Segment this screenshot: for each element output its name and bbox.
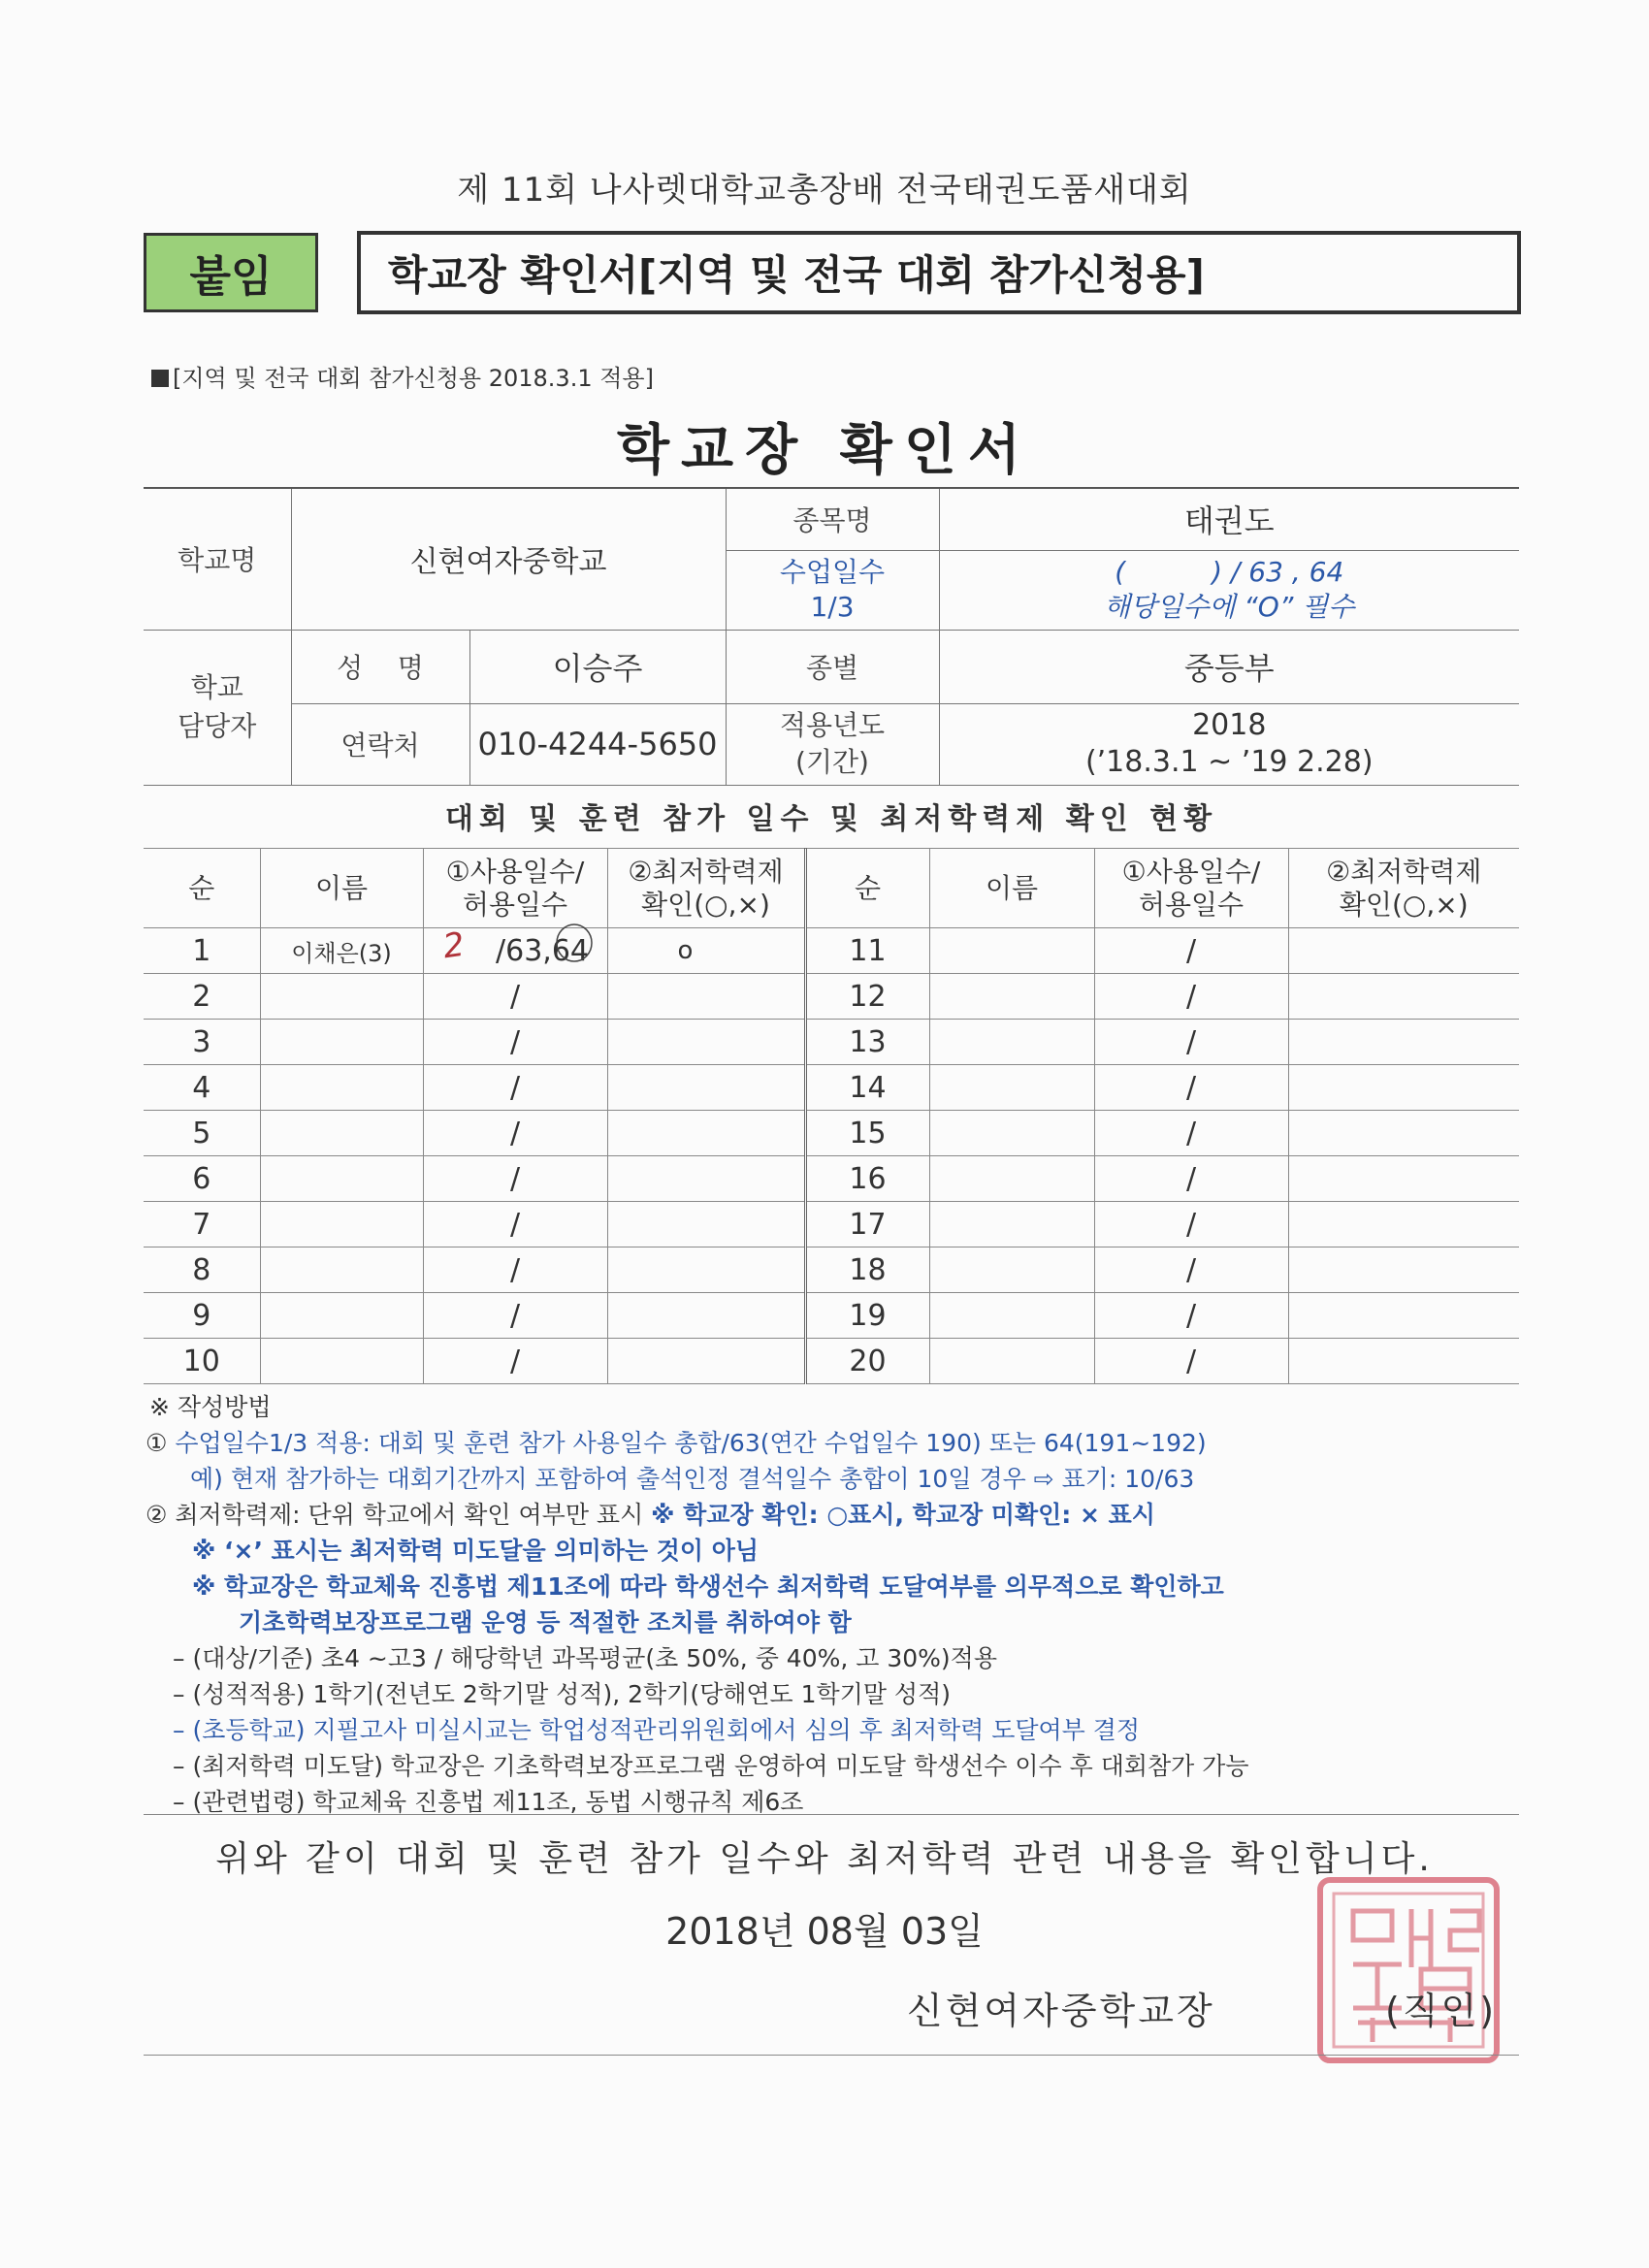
col-check-line1: ②최저학력제 (628, 855, 784, 888)
name-label: 성 명 (291, 630, 469, 703)
square-bullet-icon (151, 370, 169, 387)
table-row (144, 1247, 1519, 1293)
row-check-field[interactable] (607, 1156, 805, 1202)
row-name-field[interactable] (260, 974, 423, 1020)
row-name-field[interactable] (260, 1156, 423, 1202)
table-row (144, 974, 1519, 1020)
row-days-field[interactable]: / (423, 1293, 607, 1339)
col-days (423, 849, 607, 928)
phone-label: 연락처 (291, 703, 469, 785)
school-label: 학교명 (144, 488, 291, 630)
row-days-field[interactable]: / (423, 974, 607, 1020)
row-name-field[interactable] (260, 1293, 423, 1339)
class-days-instruction: 해당일수에 “O” 필수 (1104, 591, 1355, 623)
contact-label-line1: 학교 (190, 671, 243, 703)
method-note-1: ※ ‘×’ 표시는 최저학력 미도달을 의미하는 것이 아님 (192, 1537, 760, 1565)
category-label: 종별 (726, 630, 939, 703)
row-no: 15 (805, 1111, 929, 1156)
applicability-note-text: [지역 및 전국 대회 참가신청용 2018.3.1 적용] (173, 365, 654, 392)
period-field[interactable] (939, 703, 1519, 785)
event-title: 제 11회 나사렛대학교총장배 전국태권도품새대회 (457, 171, 1192, 210)
row-no: 18 (805, 1247, 929, 1293)
row-name-field[interactable] (929, 1202, 1094, 1247)
class-days-field[interactable] (939, 550, 1519, 630)
participation-table (144, 848, 1519, 1384)
row-name-field[interactable]: 이채은(3) (260, 928, 423, 974)
row-name-field[interactable] (260, 1065, 423, 1111)
row-no: 6 (144, 1156, 260, 1202)
row-check-field[interactable] (1288, 1202, 1519, 1247)
row-days-field[interactable]: / (1094, 1339, 1288, 1384)
row-days-field[interactable]: / (423, 1020, 607, 1065)
year-value: 2018 (1192, 708, 1267, 742)
method-item-1-text: 수업일수1/3 적용: 대회 및 훈련 참가 사용일수 총합/63(연간 수업일수 190) 또는 64(191~192) (175, 1429, 1207, 1457)
row-check-field[interactable] (607, 1202, 805, 1247)
row-name-field[interactable] (929, 1247, 1094, 1293)
col-name: 이름 (260, 849, 423, 928)
section-title: 대회 및 훈련 참가 일수 및 최저학력제 확인 현황 (144, 784, 1519, 849)
contact-label (144, 630, 291, 785)
method-item-1-example: 예) 현재 참가하는 대회기간까지 포함하여 출석인정 결석일수 총합이 10일 경우 ⇨ 표기: 10/63 (190, 1465, 1195, 1493)
school-info-table (144, 487, 1519, 786)
table-row (144, 1156, 1519, 1202)
row-days-field[interactable]: / (423, 1202, 607, 1247)
row-name-field[interactable] (929, 1156, 1094, 1202)
col-check (607, 849, 805, 928)
table-row (144, 1065, 1519, 1111)
row-no: 14 (805, 1065, 929, 1111)
row-check-field[interactable]: o (607, 928, 805, 974)
attachment-tag: 붙임 (144, 233, 318, 312)
row-name-field[interactable] (929, 1339, 1094, 1384)
used-days-handwritten: 2 (439, 924, 467, 967)
row-check-field[interactable] (607, 974, 805, 1020)
writing-method (146, 1389, 1523, 1820)
row-no: 11 (805, 928, 929, 974)
official-seal-icon (1314, 1872, 1504, 2066)
table-row (144, 1339, 1519, 1384)
name-field[interactable]: 이승주 (469, 630, 726, 703)
table-row (144, 1202, 1519, 1247)
confirmation-statement: 위와 같이 대회 및 훈련 참가 일수와 최저학력 관련 내용을 확인합니다. (215, 1839, 1434, 1879)
col-days-line1: ①사용일수/ (445, 855, 585, 888)
row-name-field[interactable] (929, 928, 1094, 974)
row-check-field[interactable] (1288, 1247, 1519, 1293)
row-name-field[interactable] (260, 1202, 423, 1247)
row-no: 9 (144, 1293, 260, 1339)
row-check-field[interactable] (1288, 1293, 1519, 1339)
row-no: 4 (144, 1065, 260, 1111)
row-no: 3 (144, 1020, 260, 1065)
sport-field[interactable]: 태권도 (939, 488, 1519, 550)
col-days-line2: 허용일수 (462, 888, 568, 921)
row-days-field[interactable]: / (1094, 1065, 1288, 1111)
method-heading: ※ 작성방법 (149, 1393, 272, 1421)
row-days-field[interactable]: / (423, 1247, 607, 1293)
row-name-field[interactable] (929, 1020, 1094, 1065)
method-dash-2: – (성적적용) 1학기(전년도 2학기말 성적), 2학기(당해연도 1학기말 성적) (173, 1680, 951, 1708)
row-days-field[interactable]: / (423, 1111, 607, 1156)
row-check-field[interactable] (607, 1339, 805, 1384)
school-name-field[interactable]: 신현여자중학교 (291, 488, 726, 630)
form-title: 학교장 확인서[지역 및 전국 대회 참가신청용] (357, 231, 1521, 314)
divider (144, 1814, 1519, 1815)
row-name-field[interactable] (260, 1020, 423, 1065)
col-check-right-line2: 확인(○,×) (1339, 888, 1469, 921)
method-dash-3: – (초등학교) 지필고사 미실시교는 학업성적관리위원회에서 심의 후 최저학력 도달여부 결정 (173, 1716, 1141, 1744)
row-name-field[interactable] (260, 1111, 423, 1156)
col-check-right-line1: ②최저학력제 (1326, 855, 1482, 888)
row-check-field[interactable] (1288, 1065, 1519, 1111)
col-days-right (1094, 849, 1288, 928)
row-check-field[interactable] (1288, 1156, 1519, 1202)
col-name-right: 이름 (929, 849, 1094, 928)
row-days-field[interactable]: / (1094, 1156, 1288, 1202)
method-item-1-prefix: ① (146, 1429, 176, 1457)
row-check-field[interactable] (1288, 928, 1519, 974)
method-item-2-text: ② 최저학력제: 단위 학교에서 확인 여부만 표시 (146, 1501, 652, 1529)
method-dash-1: – (대상/기준) 초4 ~고3 / 해당학년 과목평균(초 50%, 중 40%, 고 30%)적용 (173, 1644, 997, 1672)
row-days-field[interactable]: / (423, 1156, 607, 1202)
period-label (726, 703, 939, 785)
class-days-value: ( ) / 63 , 64 (1115, 556, 1344, 588)
row-no: 10 (144, 1339, 260, 1384)
method-dash-5: – (관련법령) 학교체육 진흥법 제11조, 동법 시행규칙 제6조 (173, 1788, 804, 1816)
table-row (144, 1111, 1519, 1156)
row-check-field[interactable] (1288, 1111, 1519, 1156)
row-no: 16 (805, 1156, 929, 1202)
row-days-field[interactable]: / (423, 1339, 607, 1384)
row-name-field[interactable] (260, 1247, 423, 1293)
row-check-field[interactable] (607, 1065, 805, 1111)
seal-label: (직인) (1385, 1990, 1498, 2032)
method-dash-4: – (최저학력 미도달) 학교장은 기초학력보장프로그램 운영하여 미도달 학생선수 이수 후 대회참가 가능 (173, 1752, 1249, 1780)
row-days-field[interactable]: / (423, 1065, 607, 1111)
col-check-line2: 확인(○,×) (641, 888, 770, 921)
col-check-right (1288, 849, 1519, 928)
period-label-line2: (기간) (795, 746, 869, 778)
applicability-note (151, 359, 654, 393)
category-field[interactable]: 중등부 (939, 630, 1519, 703)
row-check-field[interactable] (1288, 1020, 1519, 1065)
issue-date: 2018년 08월 03일 (665, 1910, 984, 1953)
row-check-field[interactable] (1288, 1339, 1519, 1384)
row-check-field[interactable] (607, 1293, 805, 1339)
row-days-field[interactable]: / (1094, 1111, 1288, 1156)
row-no: 13 (805, 1020, 929, 1065)
row-days-field[interactable]: / (1094, 1020, 1288, 1065)
class-days-label-line2: 1/3 (810, 591, 855, 623)
row-no: 7 (144, 1202, 260, 1247)
class-days-label-line1: 수업일수 (779, 556, 886, 588)
method-item-1 (146, 1425, 1523, 1461)
table-row (144, 928, 1519, 974)
contact-label-line2: 담당자 (178, 710, 257, 742)
circle-mark-icon (552, 921, 597, 965)
col-days-right-line1: ①사용일수/ (1121, 855, 1261, 888)
row-check-field[interactable] (1288, 974, 1519, 1020)
row-days-field[interactable]: / (1094, 1293, 1288, 1339)
row-no: 17 (805, 1202, 929, 1247)
row-check-field[interactable] (607, 1247, 805, 1293)
row-name-field[interactable] (929, 974, 1094, 1020)
row-name-field[interactable] (929, 1293, 1094, 1339)
row-days-field[interactable]: / (1094, 1202, 1288, 1247)
principal-name: 신현여자중학교장 (907, 1990, 1215, 2032)
table-row (144, 1020, 1519, 1065)
row-name-field[interactable] (260, 1339, 423, 1384)
row-no: 12 (805, 974, 929, 1020)
method-item-2 (146, 1497, 1523, 1533)
sport-label: 종목명 (726, 488, 939, 550)
col-days-right-line2: 허용일수 (1138, 888, 1245, 921)
row-no: 8 (144, 1247, 260, 1293)
allowed-days: /63,64 (496, 933, 589, 968)
row-name-field[interactable] (929, 1111, 1094, 1156)
table-row (144, 1293, 1519, 1339)
row-name-field[interactable] (929, 1065, 1094, 1111)
method-note-2-cont: 기초학력보장프로그램 운영 등 적절한 조치를 취하여야 함 (239, 1608, 852, 1636)
col-no: 순 (144, 849, 260, 928)
row-no: 1 (144, 928, 260, 974)
row-no: 5 (144, 1111, 260, 1156)
col-no-right: 순 (805, 849, 929, 928)
row-check-field[interactable] (607, 1111, 805, 1156)
method-item-2-bold: ※ 학교장 확인: ○표시, 학교장 미확인: × 표시 (651, 1501, 1155, 1529)
method-note-2: ※ 학교장은 학교체육 진흥법 제11조에 따라 학생선수 최저학력 도달여부를 의무적으로 확인하고 (192, 1572, 1224, 1601)
row-no: 2 (144, 974, 260, 1020)
period-value: (’18.3.1 ~ ’19 2.28) (1084, 745, 1374, 779)
row-days-field[interactable]: / (1094, 928, 1288, 974)
row-days-field[interactable] (423, 924, 607, 974)
row-days-field[interactable]: / (1094, 1247, 1288, 1293)
row-no: 19 (805, 1293, 929, 1339)
bottom-divider (144, 2055, 1519, 2056)
row-days-field[interactable]: / (1094, 974, 1288, 1020)
phone-field[interactable]: 010-4244-5650 (469, 703, 726, 785)
main-title: 학교장 확인서 (616, 419, 1033, 482)
row-check-field[interactable] (607, 1020, 805, 1065)
class-days-label (726, 550, 939, 630)
row-no: 20 (805, 1339, 929, 1384)
period-label-line1: 적용년도 (779, 709, 886, 741)
